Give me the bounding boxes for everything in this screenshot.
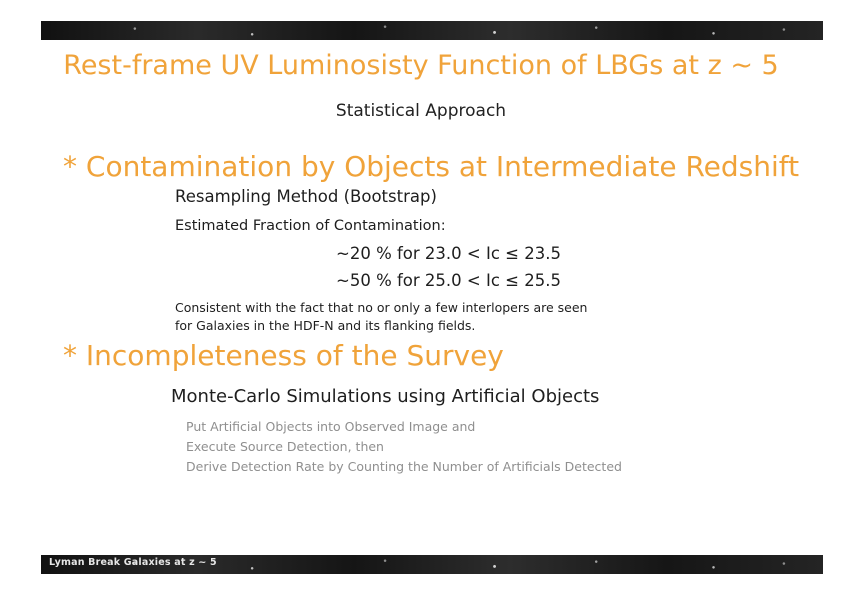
fraction-value-2: ~50 % for 25.0 < Ic ≤ 25.5 (336, 271, 561, 290)
fraction-value-1: ~20 % for 23.0 < Ic ≤ 23.5 (336, 244, 561, 263)
incompleteness-heading: * Incompleteness of the Survey (63, 339, 504, 372)
step-line-3: Derive Detection Rate by Counting the Number of Artificials Detected (186, 459, 622, 474)
consistency-note-line-1: Consistent with the fact that no or only a few interlopers are seen (175, 300, 588, 315)
contamination-heading: * Contamination by Objects at Intermediate Redshift (63, 150, 800, 183)
step-line-2: Execute Source Detection, then (186, 439, 384, 454)
top-banner (41, 21, 823, 40)
consistency-note-line-2: for Galaxies in the HDF-N and its flanking fields. (175, 318, 476, 333)
slide-subtitle: Statistical Approach (335, 101, 507, 121)
fraction-label: Estimated Fraction of Contamination: (175, 218, 446, 234)
slide-title: Rest-frame UV Luminosisty Function of LBGs at z ~ 5 (63, 50, 779, 81)
step-line-1: Put Artificial Objects into Observed Image and (186, 419, 476, 434)
monte-carlo-text: Monte-Carlo Simulations using Artificial Objects (171, 386, 600, 407)
resampling-method-text: Resampling Method (Bootstrap) (175, 187, 437, 206)
footer-banner (41, 555, 823, 574)
footer-text: Lyman Break Galaxies at z ~ 5 (49, 557, 217, 568)
